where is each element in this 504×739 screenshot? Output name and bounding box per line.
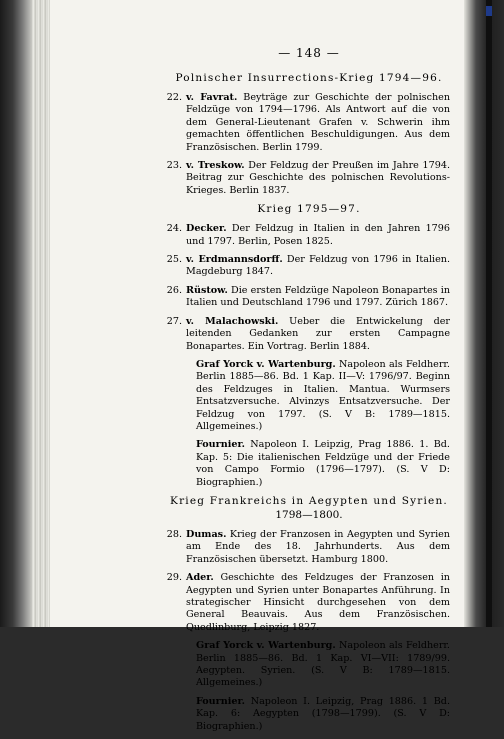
entry-number: 22. <box>166 92 182 103</box>
entry-number: 26. <box>166 284 182 296</box>
page-number: — 148 — <box>278 46 340 60</box>
entry-text: Der Feldzug von 1796 in Italien. Magdeburg 1847. <box>186 254 450 278</box>
entry-text: Der Feldzug der Preußen im Jahre 1794. Beitrag zur Geschichte des polnischen Revolutions-Krieges. Berlin 1837. <box>186 160 450 196</box>
entry-number: 25. <box>166 254 182 266</box>
bibliography-subentry <box>196 640 450 690</box>
entry-author: Ader. <box>186 572 214 584</box>
section-heading: Krieg Frankreichs in Aegypten und Syrien. <box>170 494 448 507</box>
bibliography-entry <box>168 254 450 279</box>
entry-author: Fournier. <box>196 695 245 707</box>
entry-text: Napoleon als Feldherr. Berlin 1885—86. Bd. 1 Kap. VI—VII: 1789/99. Aegypten. Syrien. (S. V B: 1789—1815. Allgemeines.) <box>196 640 450 689</box>
entry-text: Napoleon I. Leipzig, Prag 1886. 1. Bd. Kap. 5: Die italienischen Feldzüge und der Friede von Campo Formio (1796—1797). (S. V D: Biographien.) <box>196 439 450 488</box>
bibliography-entry <box>168 223 450 248</box>
bookmark-ribbon <box>486 6 492 16</box>
entry-number: 24. <box>166 223 182 235</box>
book-edge-right <box>464 0 504 627</box>
bibliography-subentry <box>196 696 450 733</box>
entry-number: 29. <box>166 572 182 584</box>
section-heading: Krieg 1795—97. <box>257 203 361 216</box>
bibliography-subentry <box>196 359 450 433</box>
section-heading: Polnischer Insurrections-Krieg 1794—96. <box>175 72 443 84</box>
entry-text: Krieg der Franzosen in Aegypten und Syrien am Ende des 18. Jahrhunderts. Aus dem Französischen übersetzt. Hamburg 1800. <box>186 528 450 565</box>
bibliography-entry <box>168 529 450 566</box>
page-content <box>168 46 450 739</box>
entry-author: Fournier. <box>196 439 245 451</box>
entry-author: v. Favrat. <box>186 92 238 103</box>
book-binding-left <box>0 0 32 627</box>
entry-text: Die ersten Feldzüge Napoleon Bonapartes in Italien und Deutschland 1796 und 1797. Zürich 1867. <box>186 284 450 309</box>
bibliography-subentry <box>196 439 450 489</box>
entry-author: Decker. <box>186 223 227 235</box>
entry-author: v. Malachowski. <box>186 315 279 327</box>
section-subheading: 1798—1800. <box>275 508 343 521</box>
entry-author: Rüstow. <box>186 284 228 296</box>
entry-number: 23. <box>166 160 182 172</box>
entry-number: 27. <box>166 315 182 327</box>
entry-author: Graf Yorck v. Wartenburg. <box>196 358 336 370</box>
entry-author: v. Erdmannsdorff. <box>186 254 283 266</box>
bibliography-entry <box>168 572 450 634</box>
entry-text: Geschichte des Feldzuges der Franzosen in Aegypten und Syrien unter Bonapartes Anführung. In strategischer Hinsicht durchgesehen von dem General Beauvais. Aus dem Französischen. Quedlinburg, Leipzig 1827. <box>186 572 450 633</box>
book-gutter <box>32 0 50 627</box>
bibliography-entry <box>168 285 450 310</box>
entry-author: Dumas. <box>186 528 227 540</box>
entry-text: Der Feldzug in Italien in den Jahren 1796 und 1797. Berlin, Posen 1825. <box>186 223 450 247</box>
bibliography-entry <box>168 160 450 197</box>
bibliography-entry <box>168 92 450 154</box>
bibliography-entry <box>168 316 450 353</box>
entry-text: Napoleon als Feldherr. Berlin 1885—86. Bd. 1 Kap. II—V: 1796/97. Beginn des Feldzuges in Italien. Mantua. Wurmsers Entsatzversuche. Alvinzys Entsatzversuche. Der Feldzug von 1797. (S. V B: 1789—1815. Allgemeines.) <box>196 358 450 432</box>
entry-text: Ueber die Entwickelung der leitenden Gedanken zur ersten Campagne Bonapartes. Ein Vortrag. Berlin 1884. <box>186 315 450 352</box>
entry-text: Napoleon I. Leipzig, Prag 1886. 1 Bd. Kap. 6: Aegypten (1798—1799). (S. V D: Biographien.) <box>196 695 450 732</box>
entry-author: v. Treskow. <box>186 160 245 172</box>
entry-author: Graf Yorck v. Wartenburg. <box>196 640 336 652</box>
entry-number: 28. <box>166 528 182 540</box>
entry-text: Beyträge zur Geschichte der polnischen Feldzüge von 1794—1796. Als Antwort auf die von dem General-Lieutenant Grafen v. Schwerin ihm gemachten öffentlichen Beschuldigungen. Aus dem Französischen. Berlin 1799. <box>186 92 450 153</box>
